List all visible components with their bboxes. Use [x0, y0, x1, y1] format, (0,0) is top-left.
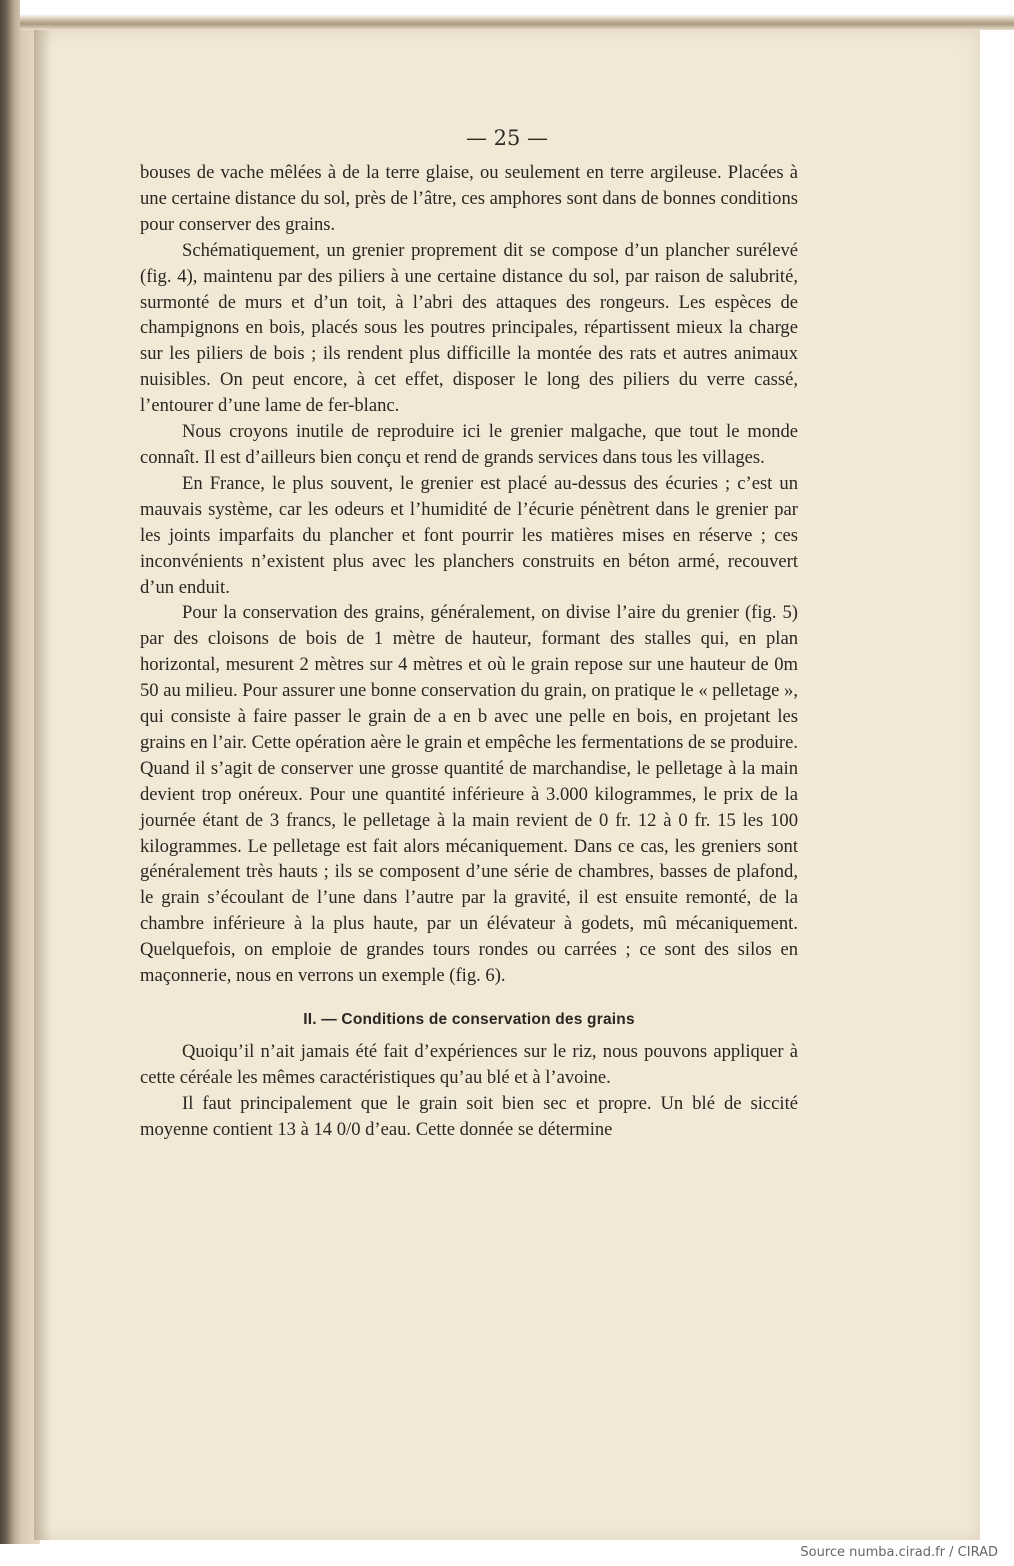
- page-top-edge: [20, 0, 1014, 30]
- section-heading: II. — Conditions de conservation des grains: [303, 1011, 635, 1028]
- paper-sheet: [34, 30, 980, 1540]
- page-body: [140, 160, 798, 1143]
- page-gutter-shadow: [34, 30, 52, 1540]
- page-number: — 25 —: [465, 126, 549, 150]
- paragraph-grain-dryness: Il faut principalement que le grain soit bien sec et propre. Un blé de siccité moyenne contient 13 à 14 0/0 d’eau. Cette donnée se détermine: [140, 1092, 798, 1140]
- paragraph-granary-structure: Schématiquement, un grenier proprement dit se compose d’un plancher surélevé (fig. 4), maintenu par des piliers à une certaine distance du sol, par raison de salubrité, surmonté de murs et d’un toit, à l’abri des attaques des rongeurs. Les espèces de champignons en bois, placés sous les poutres principales, répartissent mieux la charge sur les piliers de bois ; ils rendent plus difficille la montée des rats et autres animaux nuisibles. On peut encore, à cet effet, disposer le long des piliers du verre cassé, l’entourer d’une lame de fer-blanc.: [140, 239, 798, 417]
- paragraph-continuation: bouses de vache mêlées à de la terre glaise, ou seulement en terre argileuse. Placées à une certaine distance du sol, près de l’âtre, ces amphores sont dans de bonnes conditions pour conserver des grains.: [140, 162, 798, 235]
- paragraph-rice-experiments: Quoiqu’il n’ait jamais été fait d’expériences sur le riz, nous pouvons appliquer à cette céréale les mêmes caractéristiques qu’au blé et à l’avoine.: [140, 1041, 798, 1088]
- paragraph-malagasy-granary: Nous croyons inutile de reproduire ici le grenier malgache, que tout le monde connaît. Il est d’ailleurs bien conçu et rend de grands services dans tous les villages.: [140, 421, 798, 468]
- paragraph-france-granary: En France, le plus souvent, le grenier est placé au-dessus des écuries ; c’est un mauvais système, car les odeurs et l’humidité de l’écurie pénètrent dans le grenier par les joints imparfaits du plancher et font pourrir les matières mises en réserve ; ces inconvénients n’existent plus avec les planchers construits en béton armé, recouvert d’un enduit.: [140, 472, 798, 598]
- source-credit: Source numba.cirad.fr / CIRAD: [800, 1545, 998, 1560]
- paragraph-grain-conservation: Pour la conservation des grains, généralement, on divise l’aire du grenier (fig. 5) par des cloisons de bois de 1 mètre de hauteur, formant des stalles qui, en plan horizontal, mesurent 2 mètres sur 4 mètres et où le grain repose sur une hauteur de 0m 50 au milieu. Pour assurer une bonne conservation du grain, on pratique le « pelletage », qui consiste à faire passer le grain de a en b avec une pelle en bois, en projetant les grains en l’air. Cette opération aère le grain et empêche les fermentations de se produire. Quand il s’agit de conserver une grosse quantité de marchandise, le pelletage à la main devient trop onéreux. Pour une quantité inférieure à 3.000 kilogrammes, le prix de la journée étant de 3 francs, le pelletage à la main revient de 0 fr. 12 à 0 fr. 15 les 100 kilogrammes. Le pelletage est fait alors mécaniquement. Dans ce cas, les greniers sont généralement très hauts ; ils se composent d’une série de chambres, basses de plafond, le grain s’écoulant de l’une dans l’autre par la gravité, il est ensuite remonté, de la chambre inférieure à la plus haute, par un élévateur à godets, mû mécaniquement. Quelquefois, on emploie de grandes tours rondes ou carrées ; ce sont des silos en maçonnerie, nous en verrons un exemple (fig. 6).: [140, 602, 798, 987]
